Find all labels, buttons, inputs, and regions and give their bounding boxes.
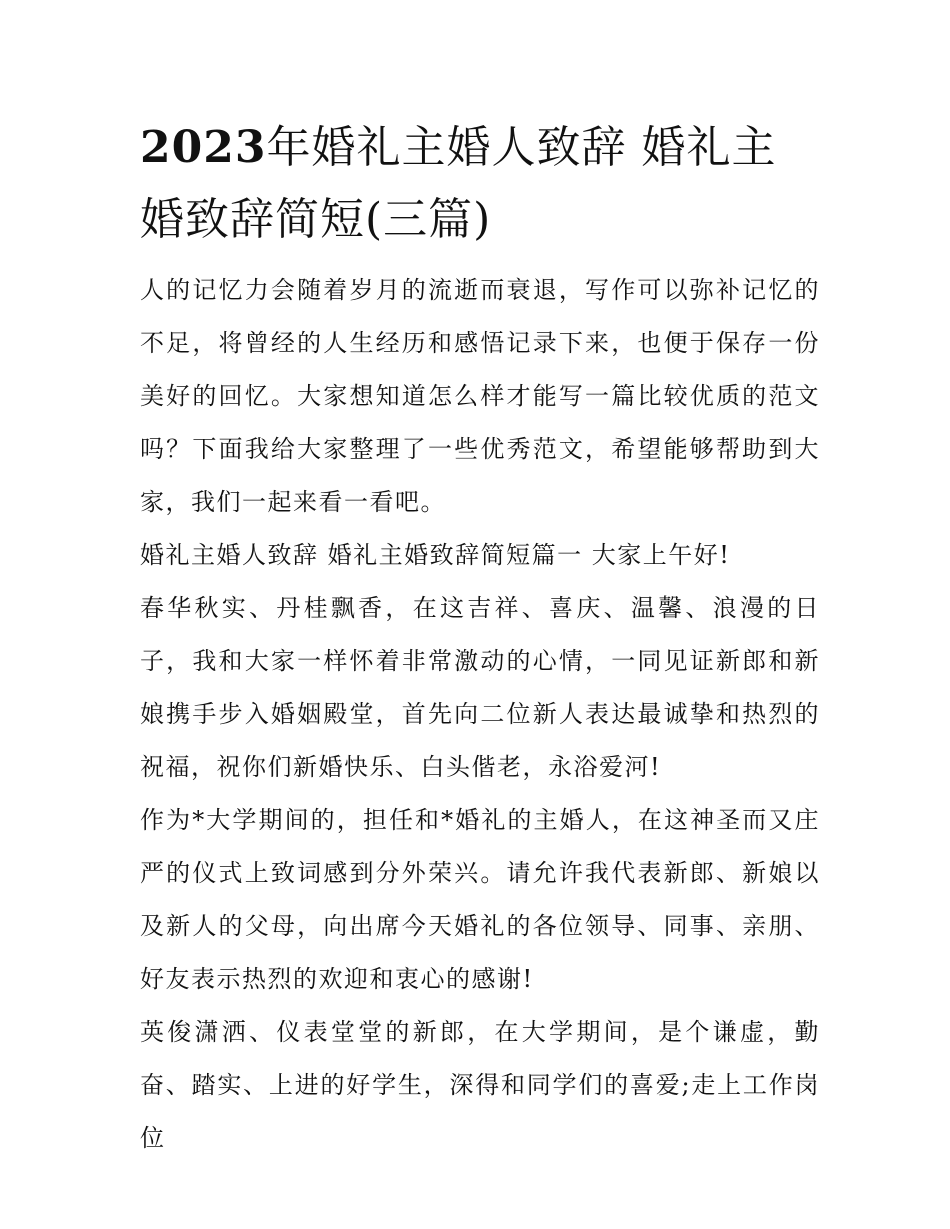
intro-paragraph: 人的记忆力会随着岁月的流逝而衰退，写作可以弥补记忆的不足，将曾经的人生经历和感悟记录下来，也便于保存一份美好的回忆。大家想知道怎么样才能写一篇比较优质的范文吗？下面我给大家整理了一些优秀范文，希望能够帮助到大家，我们一起来看一看吧。 xyxy=(140,276,820,516)
title-text: 年婚礼主婚人致辞 婚礼主婚致辞简短(三篇) xyxy=(140,122,777,245)
document-title xyxy=(140,112,820,256)
body-paragraph: 作为*大学期间的，担任和*婚礼的主婚人，在这神圣而又庄严的仪式上致词感到分外荣兴。请允许我代表新郎、新娘以及新人的父母，向出席今天婚礼的各位领导、同事、亲朋、好友表示热烈的欢迎和衷心的感谢! xyxy=(140,806,820,993)
document-page xyxy=(140,112,820,1165)
section-heading: 婚礼主婚人致辞 婚礼主婚致辞简短篇一 大家上午好! xyxy=(140,541,731,569)
title-year: 2023 xyxy=(140,122,267,173)
body-paragraph: 春华秋实、丹桂飘香，在这吉祥、喜庆、温馨、浪漫的日子，我和大家一样怀着非常激动的心情，一同见证新郎和新娘携手步入婚姻殿堂，首先向二位新人表达最诚挚和热烈的祝福，祝你们新婚快乐、白头偕老，永浴爱河! xyxy=(140,594,820,781)
body-paragraph: 英俊潇洒、仪表堂堂的新郎，在大学期间，是个谦虚，勤奋、踏实、上进的好学生，深得和同学们的喜爱;走上工作岗位 xyxy=(140,1018,820,1152)
